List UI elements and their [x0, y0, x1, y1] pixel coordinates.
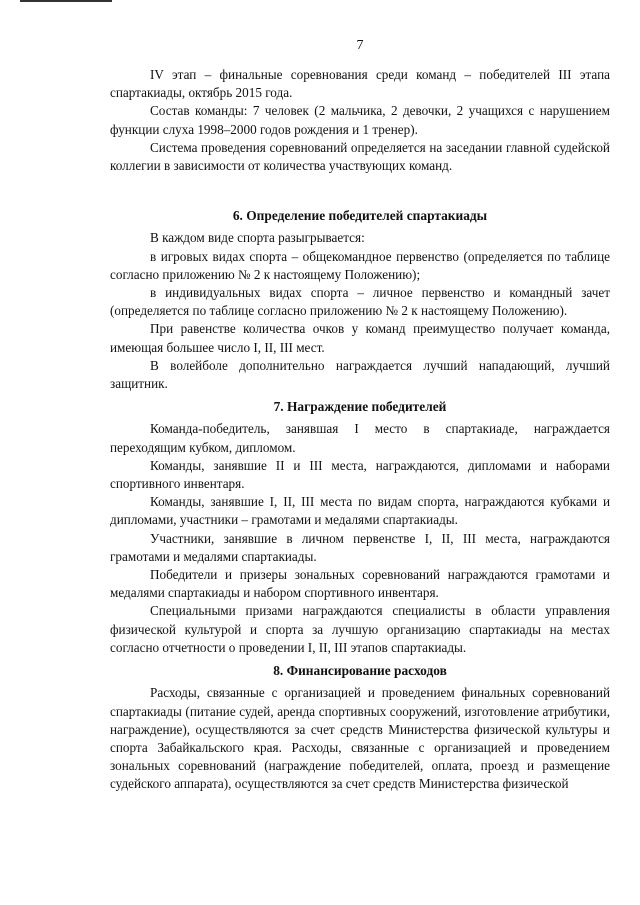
top-rule — [20, 0, 112, 2]
paragraph: Команда-победитель, занявшая I место в спартакиаде, награждается переходящим кубком, дипломом. — [110, 421, 610, 455]
paragraph: В волейболе дополнительно награждается лучший нападающий, лучший защитник. — [110, 357, 610, 392]
paragraph: в индивидуальных видах спорта – личное первенство и командный зачет (определяется по таблице согласно приложению № 2 к настоящему Положению). — [110, 285, 610, 319]
paragraph: IV этап – финальные соревнования среди команд – победителей III этапа спартакиады, октябрь 2015 года. — [110, 67, 610, 101]
paragraph: Состав команды: 7 человек (2 мальчика, 2 девочки, 2 учащихся с нарушением функции слуха 1998–2000 годов рождения и 1 тренер). — [110, 103, 610, 137]
section-heading-6: 6. Определение победителей спартакиады — [232, 208, 488, 224]
section-heading-8: 8. Финансирование расходов — [273, 663, 447, 679]
page-number: 7 — [356, 38, 364, 53]
section-heading-7: 7. Награждение победителей — [273, 399, 447, 415]
paragraph: Система проведения соревнований определяется на заседании главной судейской коллегии в зависимости от количества участвующих команд. — [110, 139, 610, 174]
paragraph: При равенстве количества очков у команд преимущество получает команда, имеющая большее число I, II, III мест. — [110, 321, 610, 355]
paragraph: Команды, занявшие I, II, III места по видам спорта, награждаются кубками и дипломами, участники – грамотами и медалями спартакиады. — [110, 494, 610, 528]
paragraph: Победители и призеры зональных соревнований награждаются грамотами и медалями спартакиады и набором спортивного инвентаря. — [110, 567, 610, 601]
paragraph: Участники, занявшие в личном первенстве I, II, III места, награждаются грамотами и медалями спартакиады. — [110, 530, 610, 564]
paragraph: в игровых видах спорта – общекомандное первенство (определяется по таблице согласно приложению № 2 к настоящему Положению); — [110, 248, 610, 282]
paragraph: Команды, занявшие II и III места, награждаются, дипломами и наборами спортивного инвентаря. — [110, 457, 610, 492]
paragraph: Расходы, связанные с организацией и проведением финальных соревнований спартакиады (питание судей, аренда спортивных сооружений, изготовление атрибутики, награждение), осуществляются за счет средств Министерства физической культуры и спорта Забайкальского края. Расходы, связанные с организацией и проведением зональных соревнований (награждение победителей, оплата, проезд и размещение судейского аппарата), осуществляются за счет средств Министерства физической — [110, 685, 610, 792]
paragraph: В каждом виде спорта разыгрывается: — [150, 230, 365, 246]
paragraph: Специальными призами награждаются специалисты в области управления физической культурой и спорта за лучшую организацию спартакиады на местах согласно отчетности о проведении I, II, III этапов спартакиады. — [110, 603, 610, 655]
document-body — [110, 66, 610, 794]
